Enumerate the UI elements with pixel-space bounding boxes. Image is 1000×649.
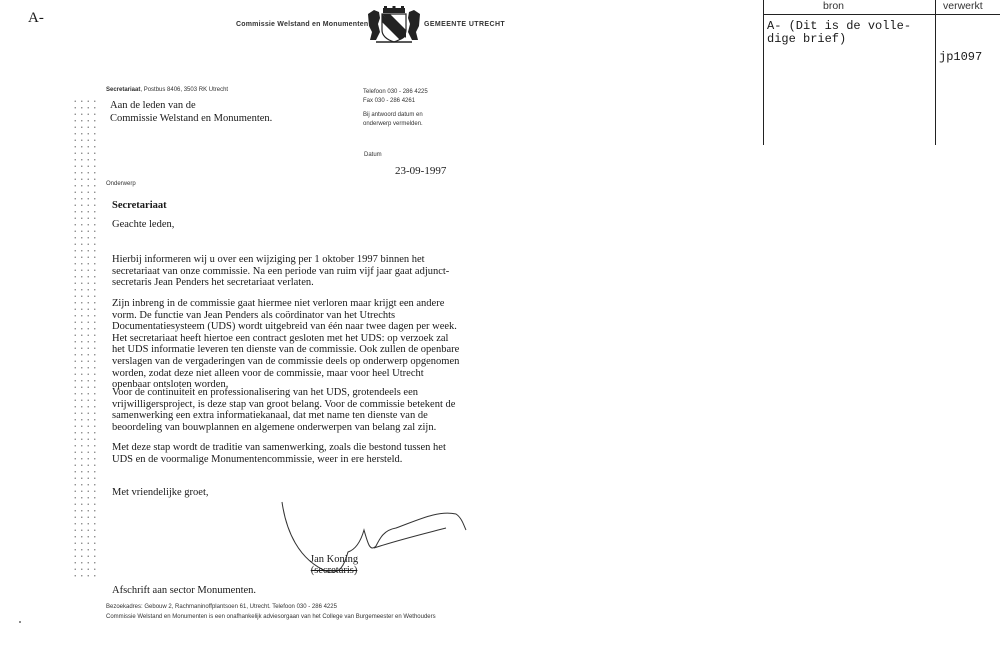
table-border xyxy=(763,14,1000,15)
letter-paragraph xyxy=(112,442,462,465)
closing: Met vriendelijke groet, xyxy=(112,487,209,498)
column-header-source: bron xyxy=(823,0,845,12)
paragraph-text: Voor de continuiteit en professionalisering van het UDS, grotendeels een vrijwilligersproject, is deze stap van groot belang. Voor de commissie betekent de samenwerking een extra informatiekanaal, dat met name ten dienste van de beoordeling van bouwplannen en algemene onderwerpen van belang zal zijn. xyxy=(112,387,456,433)
processed-code: jp1097 xyxy=(939,50,983,64)
paragraph-text: Zijn inbreng in de commissie gaat hiermee niet verloren maar krijgt een andere vorm. De functie van Jean Penders als coördinator van het Utrechts Documentatiesysteem (UDS) wordt uitgebreid van één naar twee dagen per week. Het secretariaat heeft hiertoe een contract gesloten met het UDS: op verzoek zal het UDS informatie leveren ten dienste van de commissie. Ook zullen de openbare verslagen van de vergaderingen van de commissie deels op onderwerp opgenomen worden, zodat deze niet alleen voor de commissie, maar voor heel Utrecht openbaar ontsloten worden. xyxy=(112,298,460,391)
signer-role: (secretaris) xyxy=(310,565,358,576)
sender-label: Secretariaat xyxy=(106,87,141,93)
letterhead-commission-name: Commissie Welstand en Monumenten xyxy=(236,21,369,28)
sender-postal-address: , Postbus 8406, 3503 RK Utrecht xyxy=(140,87,229,93)
footer-disclaimer: Commissie Welstand en Monumenten is een onafhankelijk adviesorgaan van het College van Burgemeester en Wethouders xyxy=(106,613,436,620)
salutation: Geachte leden, xyxy=(112,219,175,230)
recipient-block xyxy=(110,99,272,125)
paragraph-text: Hierbij informeren wij u over een wijziging per 1 oktober 1997 binnen het secretariaat van onze commissie. Na een periode van ruim vijf jaar gaat adjunct-secretaris Jean Penders het secretariaat verlaten. xyxy=(112,254,450,289)
contact-phone: Telefoon 030 - 286 4225 xyxy=(363,89,428,95)
date-label: Datum xyxy=(364,152,382,158)
footer-visit-address: Bezoekadres: Gebouw 2, Rachmaninoffplantsoen 61, Utrecht. Telefoon 030 - 286 4225 xyxy=(106,604,337,610)
contact-note: onderwerp vermelden. xyxy=(363,120,423,127)
letter-paragraph xyxy=(112,387,462,433)
contact-block xyxy=(363,88,428,128)
recipient-line: Commissie Welstand en Monumenten. xyxy=(110,113,273,124)
contact-fax: Fax 030 - 286 4261 xyxy=(363,97,416,104)
scan-speck xyxy=(19,621,21,623)
date-value: 23-09-1997 xyxy=(395,165,447,177)
column-header-processed: verwerkt xyxy=(943,0,983,12)
contact-note: Bij antwoord datum en xyxy=(363,112,423,118)
subject-value: Secretariaat xyxy=(112,200,167,211)
corner-mark: A- xyxy=(28,10,44,26)
letter-paragraph xyxy=(112,254,462,289)
subject-label: Onderwerp xyxy=(106,181,136,187)
recipient-line: Aan de leden van de xyxy=(110,100,196,111)
paragraph-text: Met deze stap wordt de traditie van samenwerking, zoals die bestond tussen het UDS en de voormalige Monumentencommissie, weer in ere hersteld. xyxy=(112,442,446,465)
handwritten-signature xyxy=(278,500,468,575)
margin-dot-pattern xyxy=(72,98,98,578)
letter-footer xyxy=(106,603,436,622)
utrecht-coat-of-arms-icon xyxy=(366,6,422,44)
table-border xyxy=(763,0,764,145)
source-note: A- (Dit is de volle- dige brief) xyxy=(767,19,912,46)
signer-block xyxy=(310,554,358,576)
letterhead-municipality: GEMEENTE UTRECHT xyxy=(424,21,506,28)
archive-table xyxy=(763,0,1000,145)
letter-paragraph xyxy=(112,298,462,391)
table-border xyxy=(935,0,936,145)
copy-note: Afschrift aan sector Monumenten. xyxy=(112,585,257,596)
signer-name: Jan Koning xyxy=(310,554,359,565)
sender-address xyxy=(106,87,228,93)
